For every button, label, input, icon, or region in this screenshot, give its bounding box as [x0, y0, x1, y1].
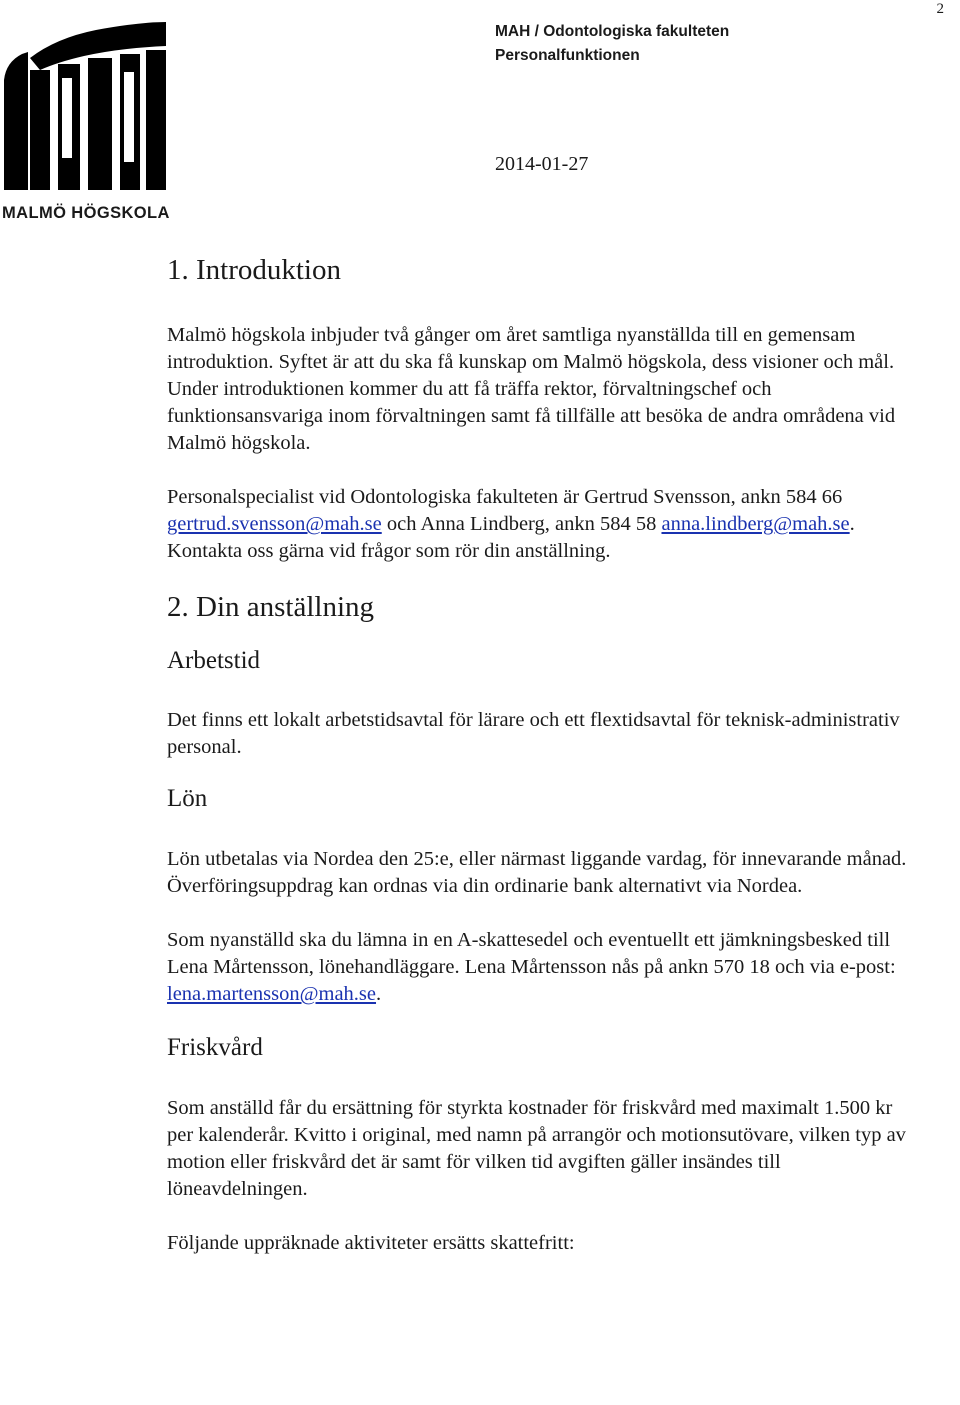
contact-text-3: . Kontakta oss gärna vid frågor som rör din anställning. — [167, 513, 855, 562]
email-link-gertrud[interactable]: gertrud.svensson@mah.se — [167, 513, 382, 535]
heading-arbetstid: Arbetstid — [167, 647, 261, 674]
header-org — [495, 20, 729, 68]
malmo-hogskola-logo — [0, 14, 172, 228]
email-link-anna[interactable]: anna.lindberg@mah.se — [661, 513, 850, 535]
document-body — [167, 252, 907, 1257]
contact-paragraph — [167, 484, 907, 565]
arbetstid-paragraph: Det finns ett lokalt arbetstidsavtal för lärare och ett flextidsavtal för teknisk-administrativ personal. — [167, 709, 900, 758]
heading-lon: Lön — [167, 785, 208, 812]
lon-paragraph-2 — [167, 927, 907, 1008]
document-date: 2014-01-27 — [495, 153, 589, 175]
friskvard-paragraph-1: Som anställd får du ersättning för styrkta kostnader för friskvård med maximalt 1.500 kr per kalenderår. Kvitto i original, med namn på arrangör och motionsutövare, vilken typ av motion eller friskvård det är samt för vilken tid avgiften gäller insändes till löneavdelningen. — [167, 1097, 906, 1200]
heading-employment: 2. Din anställning — [167, 591, 375, 623]
header-department: Personalfunktionen — [495, 47, 640, 64]
logo-wordmark: MALMÖ HÖGSKOLA — [2, 204, 170, 222]
heading-introduction: 1. Introduktion — [167, 254, 341, 286]
contact-text-1: Personalspecialist vid Odontologiska fakulteten är Gertrud Svensson, ankn 584 66 — [167, 486, 843, 508]
contact-text-2: och Anna Lindberg, ankn 584 58 — [381, 513, 662, 535]
header-org-name: MAH / Odontologiska fakulteten — [495, 23, 730, 40]
lon-text-1: Som nyanställd ska du lämna in en A-skattesedel och eventuellt ett jämkningsbesked till Lena Mårtensson, lönehandläggare. Lena Mårtensson nås på ankn 570 18 och via e-post: — [167, 929, 896, 978]
lon-text-2: . — [376, 983, 382, 1005]
lon-paragraph-1: Lön utbetalas via Nordea den 25:e, eller närmast liggande vardag, för innevarande månad. Överföringsuppdrag kan ordnas via din ordinarie bank alternativt via Nordea. — [167, 848, 907, 897]
friskvard-paragraph-2: Följande uppräknade aktiviteter ersätts skattefritt: — [167, 1232, 575, 1254]
intro-paragraph: Malmö högskola inbjuder två gånger om året samtliga nyanställda till en gemensam introduktion. Syftet är att du ska få kunskap om Malmö högskola, dess visioner och mål. Under introduktionen kommer du att få träffa rektor, förvaltningschef och funktionsansvariga inom förvaltningen samt få tillfälle att besöka de andra områdena vid Malmö högskola. — [167, 324, 896, 454]
email-link-lena[interactable]: lena.martensson@mah.se — [167, 983, 377, 1005]
heading-friskvard: Friskvård — [167, 1034, 263, 1061]
page-number: 2 — [936, 1, 944, 17]
